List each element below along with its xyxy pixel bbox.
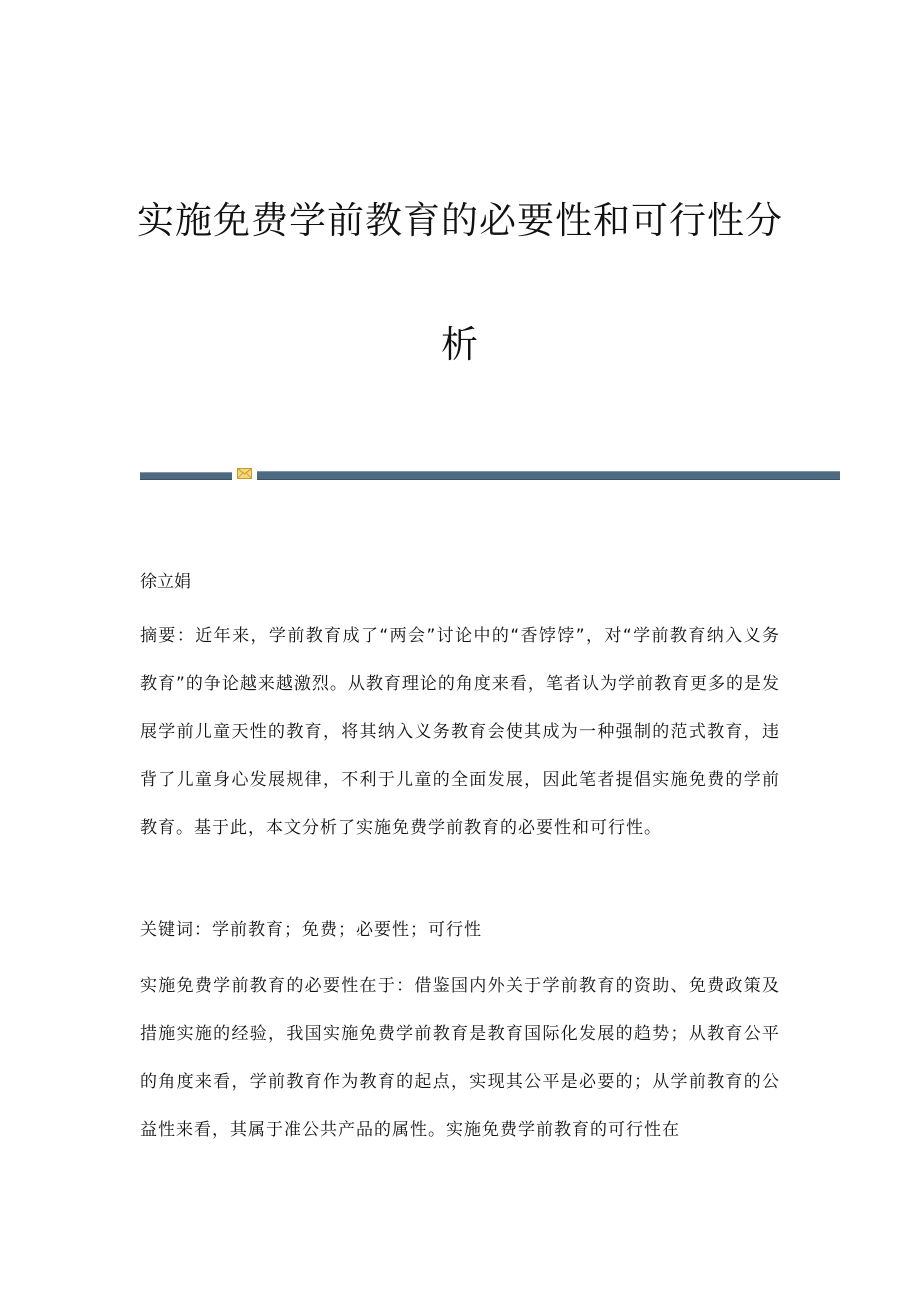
divider-bar-left [140, 472, 232, 480]
envelope-ornament-icon [237, 468, 252, 479]
divider-bar-right [257, 471, 840, 480]
body-paragraph: 实施免费学前教育的必要性在于：借鉴国内外关于学前教育的资助、免费政策及措施实施的经验，我国实施免费学前教育是教育国际化发展的趋势；从教育公平的角度来看，学前教育作为教育的起点，实现其公平是必要的；从学前教育的公益性来看，其属于准公共产品的属性。实施免费学前教育的可行性在 [140, 976, 780, 1140]
document-title-line-1: 实施免费学前教育的必要性和可行性分 [137, 199, 783, 242]
title-divider [140, 466, 840, 482]
abstract-paragraph: 摘要：近年来，学前教育成了“两会”讨论中的“香饽饽”，对“学前教育纳入义务教育”的争论越来越激烈。从教育理论的角度来看，笔者认为学前教育更多的是发展学前儿童天性的教育，将其纳入义务教育会使其成为一种强制的范式教育，违背了儿童身心发展规律，不利于儿童的全面发展，因此笔者提倡实施免费的学前教育。基于此，本文分析了实施免费学前教育的必要性和可行性。 [140, 626, 780, 838]
keywords-line: 关键词：学前教育；免费；必要性；可行性 [140, 920, 482, 940]
author-name: 徐立娟 [140, 572, 191, 592]
document-title-line-2: 析 [441, 323, 479, 366]
